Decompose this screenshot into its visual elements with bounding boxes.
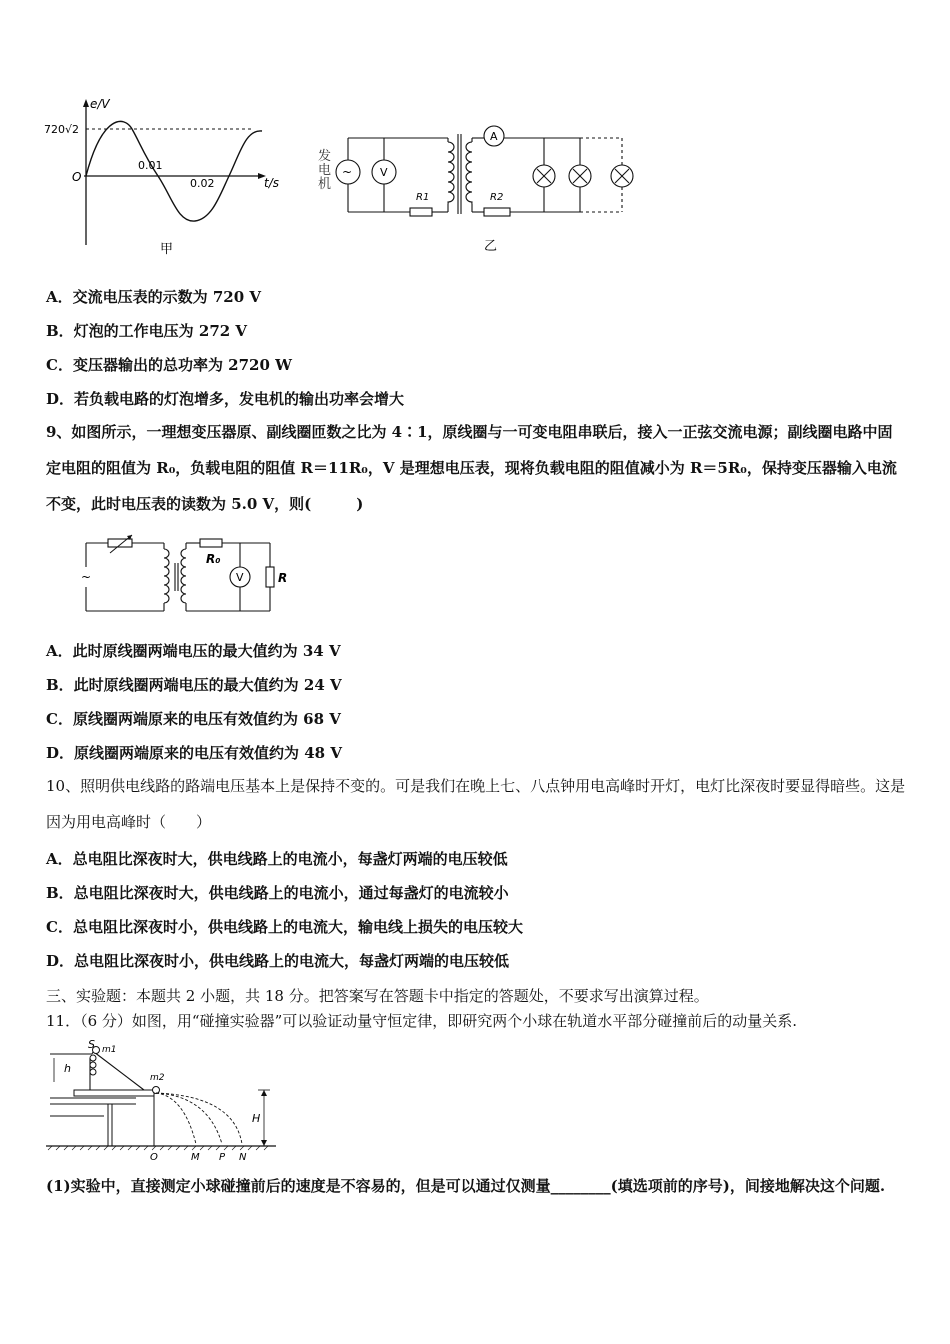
q8-option-a: A．交流电压表的示数为 720 V: [46, 288, 262, 306]
ramp: [94, 1052, 144, 1090]
q9-stem: 9、如图所示，一理想变压器原、副线圈匝数之比为 4∶1，原线圈与一可变电阻串联后，接入一正弦交流电源；副线圈电路中固定电阻的阻值为 R₀，负载电阻的阻值 R＝11R₀，V 是理想电压表，现将负载电阻的阻值减小为 R＝5R₀，保持变压器输入电流不变，此时电压表的读数为 5.0 V，则( ): [46, 423, 897, 513]
ac-symbol-icon: ~: [342, 165, 353, 179]
q9-option-a: A．此时原线圈两端电压的最大值约为 34 V: [46, 642, 341, 660]
generator-label: 发 电 机: [318, 149, 332, 192]
p-label: P: [219, 1152, 226, 1163]
voltmeter-label: V: [380, 166, 388, 179]
o-label: O: [150, 1152, 158, 1163]
q8-option-b: B．灯泡的工作电压为 272 V: [46, 322, 248, 340]
q9-option-b: B．此时原线圈两端电压的最大值约为 24 V: [46, 676, 342, 694]
resistor-r2-label: R2: [490, 192, 504, 203]
ammeter-label: A: [490, 130, 498, 143]
resistor-r0: [200, 539, 222, 547]
q11-stem: 11．（6 分）如图，用“碰撞实验器”可以验证动量守恒定律，即研究两个小球在轨道水平部分碰撞前后的动量关系.: [46, 1012, 798, 1030]
q10-option-d: D．总电阻比深夜时小，供电线路上的电流大，每盏灯两端的电压较低: [46, 952, 510, 970]
sine-curve: [86, 121, 262, 221]
h-label: h: [64, 1062, 71, 1075]
peak-label: 720√2: [44, 123, 80, 136]
n-label: N: [239, 1152, 247, 1163]
ac-source-icon: ~: [81, 570, 92, 584]
resistor-r0-label: R₀: [206, 552, 221, 566]
lamp-icon: [611, 165, 633, 187]
m2-label: m2: [150, 1073, 165, 1083]
sine-wave-figure: [40, 95, 290, 260]
q10-stem: 10、照明供电线路的路端电压基本上是保持不变的。可是我们在晚上七、八点钟用电高峰时开灯，电灯比深夜时要显得暗些。这是因为用电高峰时（ ）: [46, 777, 906, 831]
tick-0.02: 0.02: [190, 177, 215, 190]
q9-secondary-coil: [181, 549, 186, 603]
primary-coil: [448, 142, 454, 204]
lamp-icon: [569, 138, 591, 212]
s-label: S: [88, 1038, 95, 1051]
x-axis-label: t/s: [264, 176, 279, 190]
secondary-coil: [466, 142, 472, 204]
q9-voltmeter-label: V: [236, 571, 244, 584]
section-3-heading: 三、实验题：本题共 2 小题，共 18 分。把答案写在答题卡中指定的答题处，不要求写出演算过程。: [46, 987, 709, 1005]
H-label: H: [252, 1112, 261, 1125]
m-label: M: [191, 1152, 200, 1163]
q10-option-c: C．总电阻比深夜时小，供电线路上的电流大，输电线上损失的电压较大: [46, 918, 523, 936]
q11-part1: (1)实验中，直接测定小球碰撞前后的速度是不容易的，但是可以通过仅测量________(填选项前的序号)，间接地解决这个问题.: [46, 1177, 886, 1195]
resistor-r-label: R: [278, 571, 288, 585]
resistor-r1-label: R1: [416, 192, 430, 203]
q9-primary-coil: [164, 549, 169, 603]
q9-option-d: D．原线圈两端原来的电压有效值约为 48 V: [46, 744, 342, 762]
tick-0.01: 0.01: [138, 159, 163, 172]
q9-option-c: C．原线圈两端原来的电压有效值约为 68 V: [46, 710, 341, 728]
figure-caption-yi: 乙: [484, 239, 498, 254]
q8-option-c: C．变压器输出的总功率为 2720 W: [46, 356, 292, 374]
q10-option-b: B．总电阻比深夜时大，供电线路上的电流小，通过每盏灯的电流较小: [46, 884, 509, 902]
ball-m2: [153, 1087, 160, 1094]
track: [74, 1090, 154, 1096]
resistor-r: [266, 567, 274, 587]
origin-label: O: [72, 170, 82, 184]
q8-option-d: D．若负载电路的灯泡增多，发电机的输出功率会增大: [46, 390, 405, 408]
resistor-r2: [484, 208, 510, 216]
resistor-r1: [410, 208, 432, 216]
transformer-circuit-figure: [318, 120, 638, 260]
m1-label: m1: [102, 1045, 117, 1055]
q10-option-a: A．总电阻比深夜时大，供电线路上的电流小，每盏灯两端的电压较低: [46, 850, 508, 868]
lamp-icon: [533, 138, 555, 212]
variable-resistor: [108, 539, 132, 547]
q9-circuit-figure: [76, 533, 296, 617]
collision-apparatus-figure: [44, 1038, 284, 1164]
figure-caption-jia: 甲: [160, 242, 174, 257]
y-axis-label: e/V: [90, 97, 110, 111]
